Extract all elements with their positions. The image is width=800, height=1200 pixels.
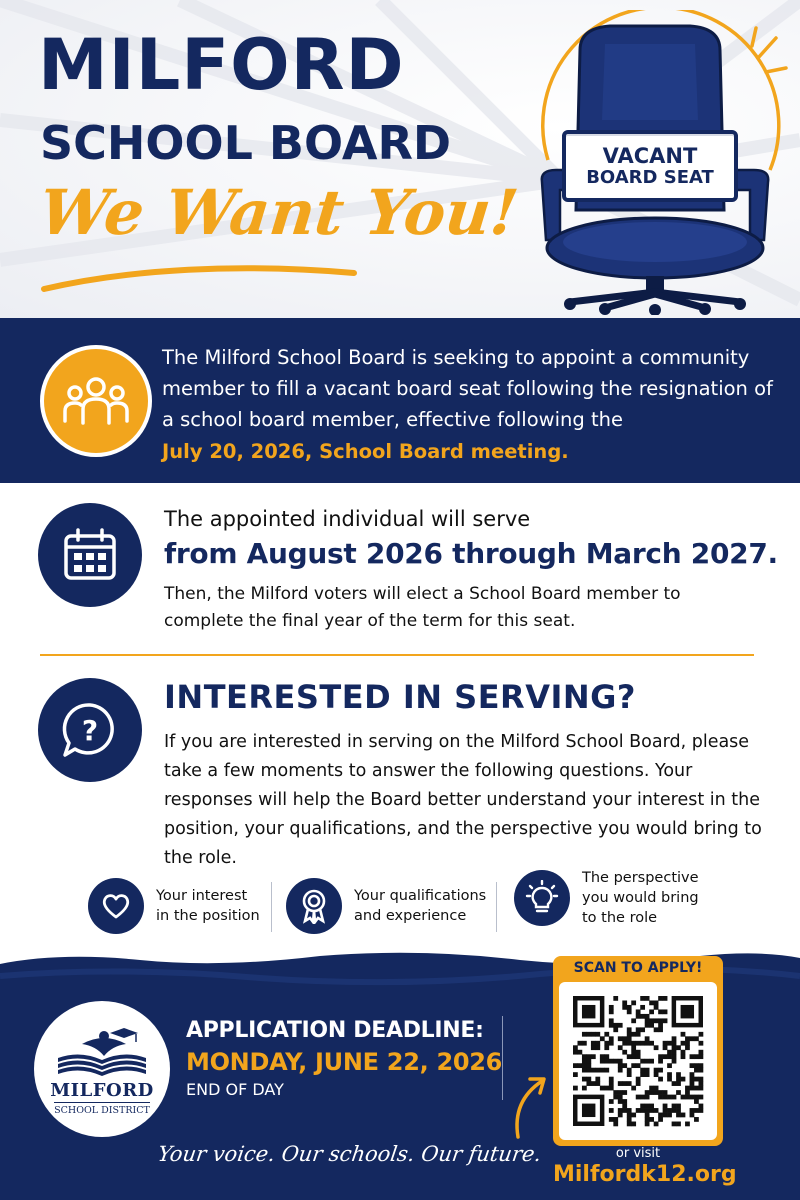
feature-label-line: and experience bbox=[354, 908, 467, 924]
award-ribbon-icon bbox=[286, 878, 342, 934]
curved-arrow-icon bbox=[508, 1071, 552, 1141]
deadline-label: APPLICATION DEADLINE: bbox=[186, 1018, 484, 1043]
qr-panel bbox=[553, 956, 723, 1146]
tagline: We Want You! bbox=[36, 176, 522, 249]
footer-separator bbox=[502, 1016, 503, 1100]
svg-text:?: ? bbox=[81, 714, 99, 747]
question-bubble-icon bbox=[38, 678, 142, 782]
feature-qualifications bbox=[286, 878, 486, 934]
book-graduate-icon bbox=[52, 1022, 152, 1078]
feature-label-line: The perspective bbox=[582, 870, 699, 886]
logo-subtitle: SCHOOL DISTRICT bbox=[54, 1102, 150, 1116]
logo-name: MILFORD bbox=[50, 1080, 154, 1101]
people-group-icon bbox=[40, 345, 152, 457]
vacant-seat-sign bbox=[562, 130, 738, 202]
interest-section bbox=[0, 656, 800, 946]
title-line-1: MILFORD bbox=[38, 24, 405, 106]
election-note: Then, the Milford voters will elect a School Board member to complete the final year of the term for this seat. bbox=[164, 584, 681, 631]
footer bbox=[0, 946, 800, 1200]
announcement-band bbox=[0, 318, 800, 483]
interest-heading: INTERESTED IN SERVING? bbox=[164, 678, 636, 716]
deadline-note: END OF DAY bbox=[186, 1080, 284, 1099]
serve-intro: The appointed individual will serve bbox=[164, 507, 531, 531]
scan-label: SCAN TO APPLY! bbox=[573, 960, 703, 976]
feature-label-line: Your qualifications bbox=[354, 888, 487, 904]
announcement-text: The Milford School Board is seeking to appoint a community member to fill a vacant board seat following the resignation of a school board member, effective following the bbox=[162, 346, 773, 431]
term-section bbox=[0, 483, 800, 653]
website-link[interactable]: Milfordk12.org bbox=[553, 1162, 737, 1187]
lightbulb-icon bbox=[514, 870, 570, 926]
serve-period: from August 2026 through March 2027. bbox=[164, 537, 778, 570]
sign-line-1: VACANT bbox=[602, 143, 698, 168]
interest-body: If you are interested in serving on the Milford School Board, please take a few moments to answer the following questions. Your responses will help the Board better understand your interest in the position, your qualifications, and the perspective you would bring to the role. bbox=[164, 732, 762, 868]
feature-separator bbox=[271, 882, 272, 932]
qr-code-icon bbox=[559, 982, 717, 1140]
feature-separator bbox=[496, 882, 497, 932]
feature-label-line: in the position bbox=[156, 908, 260, 924]
header bbox=[0, 0, 800, 318]
tagline-swoosh bbox=[40, 255, 360, 295]
or-visit-text: or visit bbox=[615, 1146, 661, 1161]
district-logo bbox=[34, 1001, 170, 1137]
vacant-chair-illustration bbox=[520, 10, 790, 315]
feature-interest bbox=[88, 878, 260, 934]
slogan: Your voice. Our schools. Our future. bbox=[156, 1142, 543, 1166]
deadline-date: MONDAY, JUNE 22, 2026 bbox=[186, 1048, 503, 1076]
announcement-highlight: July 20, 2026, School Board meeting. bbox=[162, 440, 569, 463]
heart-icon bbox=[88, 878, 144, 934]
sign-line-2: BOARD SEAT bbox=[586, 166, 714, 188]
feature-perspective bbox=[514, 868, 699, 928]
feature-label-line: Your interest bbox=[156, 888, 248, 904]
feature-list bbox=[88, 870, 768, 940]
calendar-icon bbox=[38, 503, 142, 607]
title-line-2: SCHOOL BOARD bbox=[40, 116, 452, 170]
feature-label-line: you would bring bbox=[582, 890, 699, 906]
qr-code[interactable] bbox=[559, 982, 717, 1140]
feature-label-line: to the role bbox=[582, 910, 658, 926]
